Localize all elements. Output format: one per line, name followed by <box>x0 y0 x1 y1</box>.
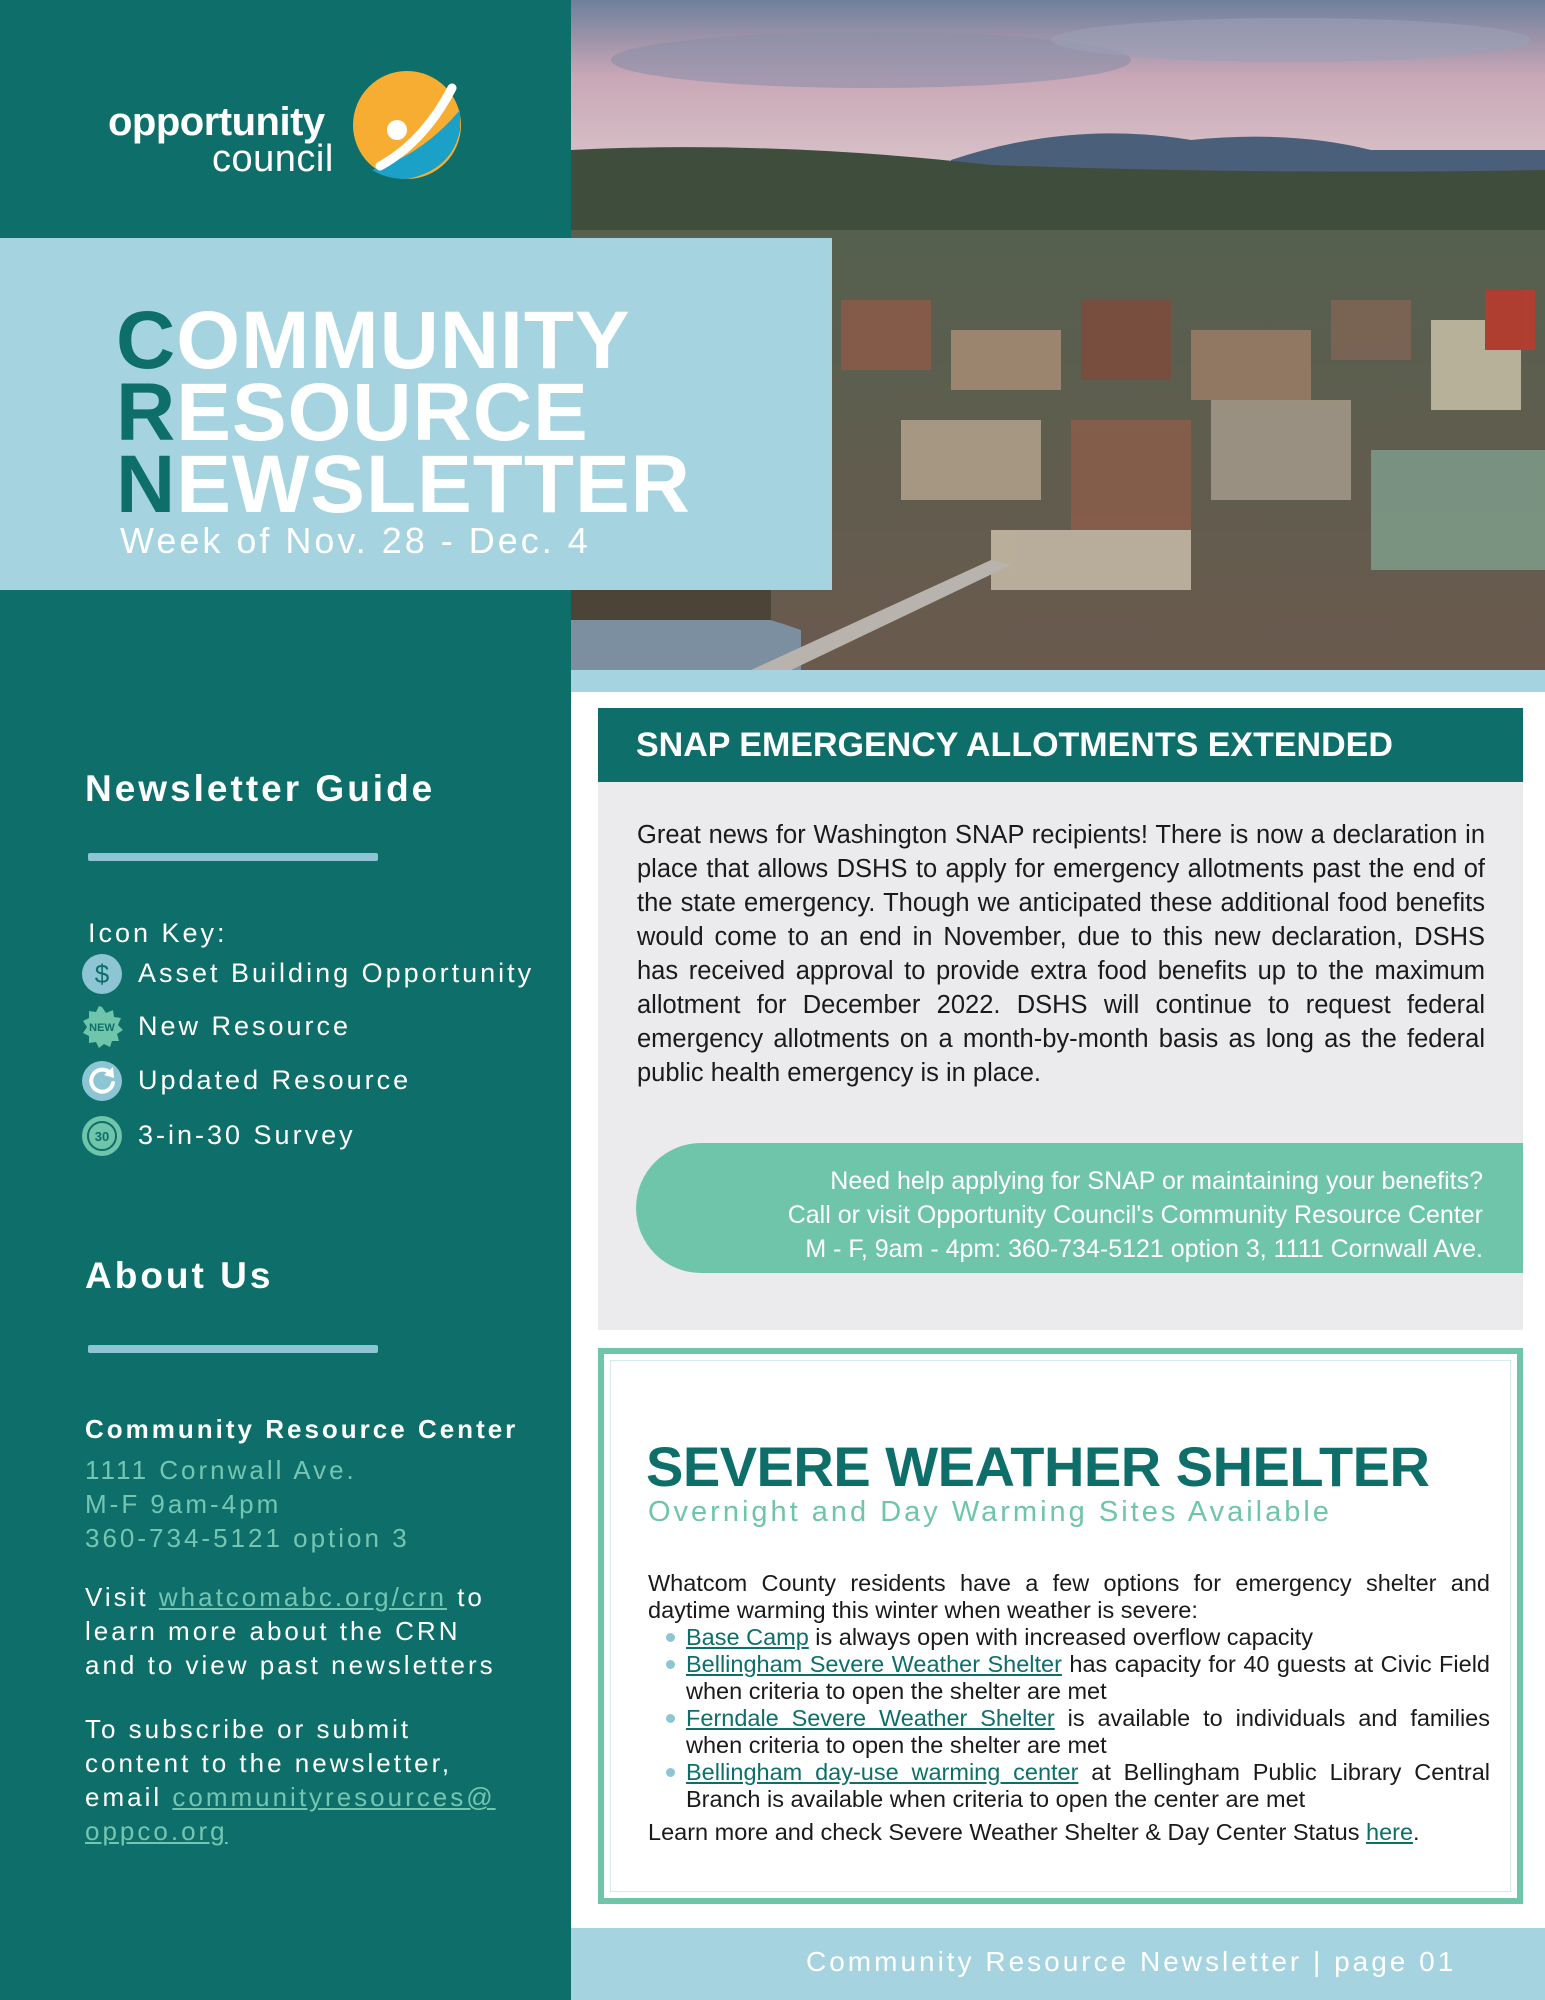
crc-hours: M-F 9am-4pm <box>85 1489 282 1519</box>
masthead-rest-resource: ESOURCE <box>176 367 589 458</box>
logo-word-council: council <box>212 138 334 180</box>
shelter-outro <box>648 1819 1490 1846</box>
about-divider <box>88 1345 378 1353</box>
subscribe-prefix: email <box>85 1782 173 1812</box>
visit-suffix: to <box>446 1582 485 1612</box>
shelter-body <box>648 1570 1490 1846</box>
shelter-title: SEVERE WEATHER SHELTER <box>646 1435 1430 1498</box>
new-badge-text: NEW <box>89 1022 115 1034</box>
icon-key-survey <box>80 1114 550 1160</box>
shelter-article <box>598 1348 1523 1904</box>
snap-help-line-3: M - F, 9am - 4pm: 360-734-5121 option 3, 1111 Cornwall Ave. <box>805 1235 1483 1263</box>
newsletter-guide-heading: Newsletter Guide <box>85 768 436 809</box>
icon-key-label: Icon Key: <box>88 918 228 948</box>
survey-badge-text: 30 <box>94 1129 110 1144</box>
base-camp-link[interactable]: Base Camp <box>686 1624 809 1650</box>
snap-article <box>598 708 1523 1330</box>
icon-key-asset-building-label: Asset Building Opportunity <box>138 958 535 988</box>
opportunity-council-logo <box>108 70 468 180</box>
icon-key-new-resource-label: New Resource <box>138 1011 352 1041</box>
masthead-line-newsletter <box>116 439 691 530</box>
masthead-initial-n: N <box>116 439 177 530</box>
dollar-icon <box>80 952 124 996</box>
list-item-text: is available to individuals and families when criteria to open the shelter are met <box>686 1705 1490 1758</box>
subscribe-line-2: content to the newsletter, <box>85 1748 453 1778</box>
list-item <box>662 1651 1490 1705</box>
logo-word-opportunity: opportunity <box>108 100 325 144</box>
email-link-part-1[interactable]: communityresources@ <box>172 1782 496 1812</box>
icon-key-survey-label: 3-in-30 Survey <box>138 1120 356 1150</box>
masthead <box>0 238 832 590</box>
shelter-outro-prefix: Learn more and check Severe Weather Shelter & Day Center Status <box>648 1819 1366 1845</box>
crc-address: 1111 Cornwall Ave. <box>85 1455 357 1485</box>
snap-help-line-2: Call or visit Opportunity Council's Community Resource Center <box>787 1201 1483 1229</box>
list-item <box>662 1759 1490 1813</box>
snap-body-text: Great news for Washington SNAP recipients! There is now a declaration in place that allows DSHS to apply for emergency allotments past the end of the state emergency. Though we anticipated these additional food benefits would come to an end in November, due to this new declaration, DSHS has received approval to provide extra food benefits up to the maximum allotment for December 2022. DSHS will continue to request federal emergency allotments on a month-by-month basis as long as the federal public health emergency is in place. <box>637 821 1485 1087</box>
email-link-part-2[interactable]: oppco.org <box>85 1816 228 1846</box>
visit-prefix: Visit <box>85 1582 159 1612</box>
masthead-rest-community: OMMUNITY <box>176 295 631 386</box>
list-item-text: has capacity for 40 guests at Civic Field when criteria to open the shelter are met <box>686 1651 1490 1704</box>
icon-key-updated-resource <box>80 1059 550 1105</box>
ferndale-shelter-link[interactable]: Ferndale Severe Weather Shelter <box>686 1705 1055 1731</box>
shelter-subtitle: Overnight and Day Warming Sites Available <box>648 1496 1332 1528</box>
snap-header-bar <box>598 708 1523 782</box>
icon-key-asset-building <box>80 952 550 998</box>
svg-text:$: $ <box>94 959 110 989</box>
crn-website-link[interactable]: whatcomabc.org/crn <box>158 1582 447 1612</box>
icon-key-new-resource <box>80 1005 550 1051</box>
logo-mark-icon <box>352 70 462 180</box>
footer-text: Community Resource Newsletter | page 01 <box>806 1946 1457 1977</box>
shelter-outro-suffix: . <box>1413 1819 1420 1845</box>
visit-line-3: and to view past newsletters <box>85 1650 496 1680</box>
shelter-intro: Whatcom County residents have a few options for emergency shelter and daytime warming this winter when weather is severe: <box>648 1570 1490 1623</box>
snap-help-callout <box>636 1143 1523 1273</box>
shelter-list <box>662 1624 1490 1813</box>
list-item <box>662 1705 1490 1759</box>
bellingham-shelter-link[interactable]: Bellingham Severe Weather Shelter <box>686 1651 1062 1677</box>
refresh-icon <box>80 1059 124 1103</box>
visit-paragraph <box>85 1580 555 1682</box>
masthead-rest-newsletter: EWSLETTER <box>176 439 691 530</box>
masthead-initial-c: C <box>116 295 177 386</box>
subscribe-paragraph <box>85 1712 555 1848</box>
subscribe-line-1: To subscribe or submit <box>85 1714 412 1744</box>
survey-30-icon <box>80 1114 124 1158</box>
hero-bottom-strip <box>571 670 1545 692</box>
warming-center-link[interactable]: Bellingham day-use warming center <box>686 1759 1079 1785</box>
crc-title: Community Resource Center <box>85 1414 519 1444</box>
page-footer <box>571 1928 1545 2000</box>
snap-heading: SNAP EMERGENCY ALLOTMENTS EXTENDED <box>636 726 1393 764</box>
new-badge-icon <box>80 1005 124 1049</box>
shelter-status-link[interactable]: here <box>1366 1819 1414 1845</box>
guide-divider <box>88 853 378 861</box>
about-us-heading: About Us <box>85 1255 274 1296</box>
icon-key-updated-resource-label: Updated Resource <box>138 1065 412 1095</box>
visit-line-2: learn more about the CRN <box>85 1616 461 1646</box>
snap-help-line-1: Need help applying for SNAP or maintaining your benefits? <box>830 1167 1483 1195</box>
masthead-week: Week of Nov. 28 - Dec. 4 <box>120 520 591 561</box>
masthead-initial-r: R <box>116 367 177 458</box>
crc-phone: 360-734-5121 option 3 <box>85 1523 410 1553</box>
list-item <box>662 1624 1490 1651</box>
list-item-text: is always open with increased overflow capacity <box>808 1624 1313 1650</box>
list-item-text: at Bellingham Public Library Central Branch is available when criteria to open the center are met <box>686 1759 1490 1812</box>
